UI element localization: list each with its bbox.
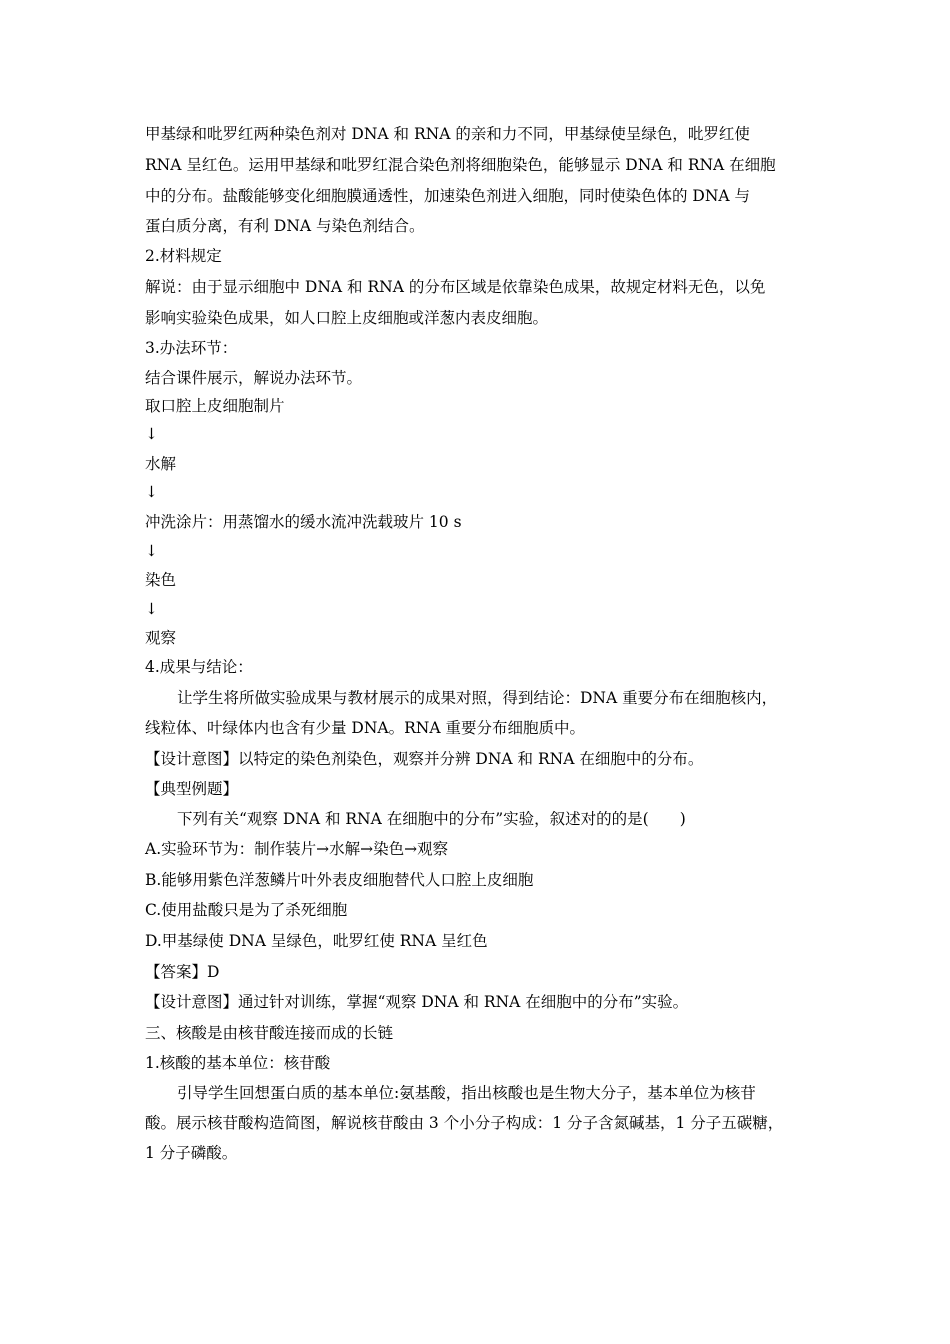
text-line: 引导学生回想蛋白质的基本单位:氨基酸，指出核酸也是生物大分子，基本单位为核苷 — [177, 1084, 756, 1102]
down-arrow: ↓ — [145, 542, 158, 560]
text-line: 1 分子磷酸。 — [145, 1144, 238, 1162]
procedure-step: 染色 — [145, 571, 177, 589]
text-line: 甲基绿和吡罗红两种染色剂对 DNA 和 RNA 的亲和力不同，甲基绿使呈绿色，吡罗红使 — [145, 125, 750, 143]
text-line: 影响实验染色成果，如人口腔上皮细胞或洋葱内表皮细胞。 — [145, 309, 549, 327]
text-line: 让学生将所做实验成果与教材展示的成果对照，得到结论：DNA 重要分布在细胞核内， — [177, 689, 778, 707]
answer: 【答案】D — [145, 963, 220, 981]
down-arrow: ↓ — [145, 600, 158, 618]
section-heading: 4.成果与结论： — [145, 658, 253, 676]
option-b: B.能够用紫色洋葱鳞片叶外表皮细胞替代人口腔上皮细胞 — [145, 871, 534, 889]
text-line: 中的分布。盐酸能够变化细胞膜通透性，加速染色剂进入细胞，同时使染色体的 DNA 与 — [145, 187, 751, 205]
example-heading: 【典型例题】 — [145, 780, 239, 798]
text-line: 解说：由于显示细胞中 DNA 和 RNA 的分布区域是依靠染色成果，故规定材料无色，以免 — [145, 278, 766, 296]
option-d: D.甲基绿使 DNA 呈绿色，吡罗红使 RNA 呈红色 — [145, 932, 488, 950]
text-line: 结合课件展示，解说办法环节。 — [145, 369, 363, 387]
text-line: RNA 呈红色。运用甲基绿和吡罗红混合染色剂将细胞染色，能够显示 DNA 和 RNA 在细胞 — [145, 156, 776, 174]
procedure-step: 水解 — [145, 455, 177, 473]
design-intent: 【设计意图】通过针对训练，掌握“观察 DNA 和 RNA 在细胞中的分布”实验。 — [145, 993, 689, 1011]
text-line: 线粒体、叶绿体内也含有少量 DNA。RNA 重要分布细胞质中。 — [145, 719, 585, 737]
procedure-step: 观察 — [145, 629, 177, 647]
section-heading: 3.办法环节： — [145, 339, 238, 357]
design-intent: 【设计意图】以特定的染色剂染色，观察并分辨 DNA 和 RNA 在细胞中的分布。 — [145, 750, 704, 768]
down-arrow: ↓ — [145, 483, 158, 501]
question-stem: 下列有关“观察 DNA 和 RNA 在细胞中的分布”实验，叙述对的的是( ) — [177, 810, 686, 828]
procedure-step: 取口腔上皮细胞制片 — [145, 397, 285, 415]
text-line: 蛋白质分离，有利 DNA 与染色剂结合。 — [145, 217, 425, 235]
option-a: A.实验环节为：制作装片→水解→染色→观察 — [145, 840, 449, 858]
text-line: 酸。展示核苷酸构造简图，解说核苷酸由 3 个小分子构成：1 分子含氮碱基，1 分子五碳糖， — [145, 1114, 784, 1132]
option-c: C.使用盐酸只是为了杀死细胞 — [145, 901, 348, 919]
down-arrow: ↓ — [145, 425, 158, 443]
procedure-step: 冲洗涂片：用蒸馏水的缓水流冲洗载玻片 10 s — [145, 513, 462, 531]
chapter-heading: 三、核酸是由核苷酸连接而成的长链 — [145, 1024, 394, 1042]
section-heading: 2.材料规定 — [145, 247, 222, 265]
section-heading: 1.核酸的基本单位：核苷酸 — [145, 1054, 331, 1072]
